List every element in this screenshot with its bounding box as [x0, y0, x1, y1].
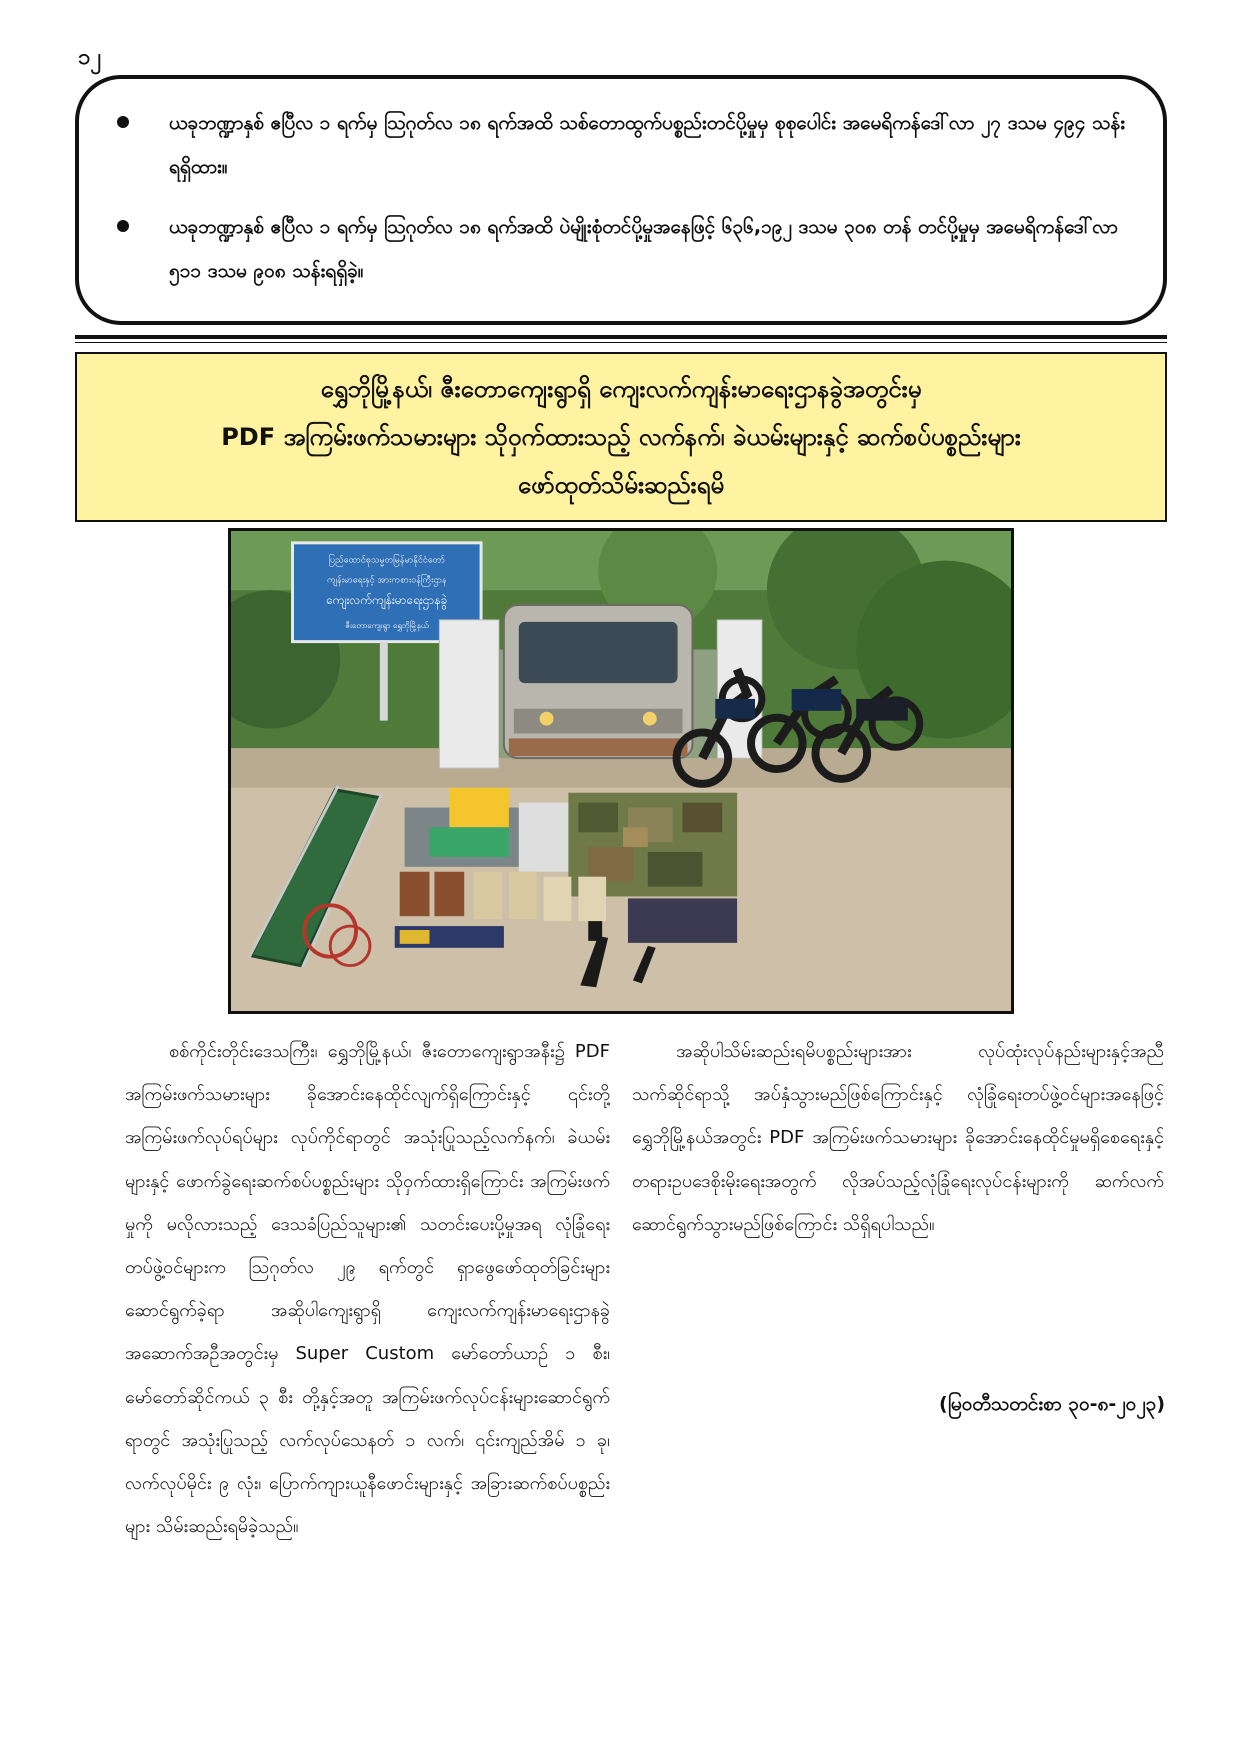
sign-text-line: ကျေးလက်ကျန်းမာရေးဌာနခွဲ [326, 593, 448, 608]
summary-bullet-item: ယခုဘဏ္ဍာနှစ် ဧပြီလ ၁ ရက်မှ ဩဂုတ်လ ၁၈ ရက်အထိ ပဲမျိုးစုံတင်ပို့မှုအနေဖြင့် ၆၃၆,၁၉၂ ဒသမ ၃၀၈ တန် တင်ပို့မှုမှ အမေရိကန်ဒေါ်လာ ၅၁၁ ဒသမ ၉၀၈ သန်းရရှိခဲ့။ [109, 205, 1133, 293]
page-number: ၁၂ [78, 45, 102, 70]
article-right-column [632, 1030, 1164, 1246]
headline-line: PDF အကြမ်းဖက်သမားများ သိုဝှက်ထားသည့် လက်နက်၊ ခဲယမ်းများနှင့် ဆက်စပ်ပစ္စည်းများ [221, 423, 1021, 451]
summary-bullet-item: ယခုဘဏ္ဍာနှစ် ဧပြီလ ၁ ရက်မှ ဩဂုတ်လ ၁၈ ရက်အထိ သစ်တောထွက်ပစ္စည်းတင်ပို့မှုမှ စုစုပေါင်း အမေရိကန်ဒေါ်လာ ၂၇ ဒသမ ၄၉၄ သန်းရရှိထား။ [109, 101, 1133, 189]
sign-text-line: ဇီးတောကျေးရွာ ရွှေဘိုမြို့နယ် [345, 620, 429, 630]
headline-line: ရွှေဘိုမြို့နယ်၊ ဇီးတောကျေးရွာရှိ ကျေးလက်ကျန်းမာရေးဌာနခွဲအတွင်းမှ [320, 375, 922, 403]
sign-text-line: ကျန်းမာရေးနှင့် အားကစားဝန်ကြီးဌာန [326, 575, 447, 586]
section-divider-thin [75, 342, 1167, 343]
news-source: (မြဝတီသတင်းစာ ၃၀-၈-၂၀၂၃) [939, 1393, 1165, 1415]
summary-bullet-list [109, 101, 1133, 293]
seized-items-photo [228, 528, 1014, 1014]
summary-bullet-box [75, 75, 1167, 325]
headline-line: ဖော်ထုတ်သိမ်းဆည်းရမိ [517, 471, 725, 499]
section-divider [75, 335, 1167, 339]
photo-illustration [231, 531, 1011, 1011]
article-paragraph: အဆိုပါသိမ်းဆည်းရမိပစ္စည်းများအား လုပ်ထုံးလုပ်နည်းများနှင့်အညီ သက်ဆိုင်ရာသို့ အပ်နှံသွားမည်ဖြစ်ကြောင်းနှင့် လုံခြုံရေးတပ်ဖွဲ့ဝင်များအနေဖြင့် ရွှေဘိုမြို့နယ်အတွင်း PDF အကြမ်းဖက်သမားများ ခိုအောင်းနေထိုင်မှုမရှိစေရေးနှင့် တရားဥပဒေစိုးမိုးရေးအတွက် လိုအပ်သည့်လုံခြုံရေးလုပ်ငန်းများကို ဆက်လက်ဆောင်ရွက်သွားမည်ဖြစ်ကြောင်း သိရှိရပါသည်။ [632, 1041, 1164, 1235]
article-headline [75, 352, 1167, 522]
article-paragraph: စစ်ကိုင်းတိုင်းဒေသကြီး၊ ရွှေဘိုမြို့နယ်၊ ဇီးတောကျေးရွာအနီး၌ PDF အကြမ်းဖက်သမားများ ခိုအောင်းနေထိုင်လျက်ရှိကြောင်းနှင့် ၎င်းတို့အကြမ်းဖက်လုပ်ရပ်များ လုပ်ကိုင်ရာတွင် အသုံးပြုသည့်လက်နက်၊ ခဲယမ်းများနှင့် ဖောက်ခွဲရေးဆက်စပ်ပစ္စည်းများ သိုဝှက်ထားရှိကြောင်း အကြမ်းဖက်မှုကို မလိုလားသည့် ဒေသခံပြည်သူများ၏ သတင်းပေးပို့မှုအရ လုံခြုံရေးတပ်ဖွဲ့ဝင်များက ဩဂုတ်လ ၂၉ ရက်တွင် ရှာဖွေဖော်ထုတ်ခြင်းများဆောင်ရွက်ခဲ့ရာ အဆိုပါကျေးရွာရှိ ကျေးလက်ကျန်းမာရေးဌာနခွဲ အဆောက်အဦအတွင်းမှ Super Custom မော်တော်ယာဉ် ၁ စီး၊ မော်တော်ဆိုင်ကယ် ၃ စီး တို့နှင့်အတူ အကြမ်းဖက်လုပ်ငန်းများဆောင်ရွက်ရာတွင် အသုံးပြုသည့် လက်လုပ်သေနတ် ၁ လက်၊ ၎င်းကျည်အိမ် ၁ ခု၊ လက်လုပ်မိုင်း ၉ လုံး၊ ပြောက်ကျားယူနီဖောင်းများနှင့် အခြားဆက်စပ်ပစ္စည်းများ သိမ်းဆည်းရမိခဲ့သည်။ [125, 1041, 610, 1538]
van-vehicle [504, 605, 693, 758]
article-left-column [125, 1030, 610, 1548]
sign-text-line: ပြည်ထောင်စုသမ္မတမြန်မာနိုင်ငံတော် [328, 555, 446, 566]
